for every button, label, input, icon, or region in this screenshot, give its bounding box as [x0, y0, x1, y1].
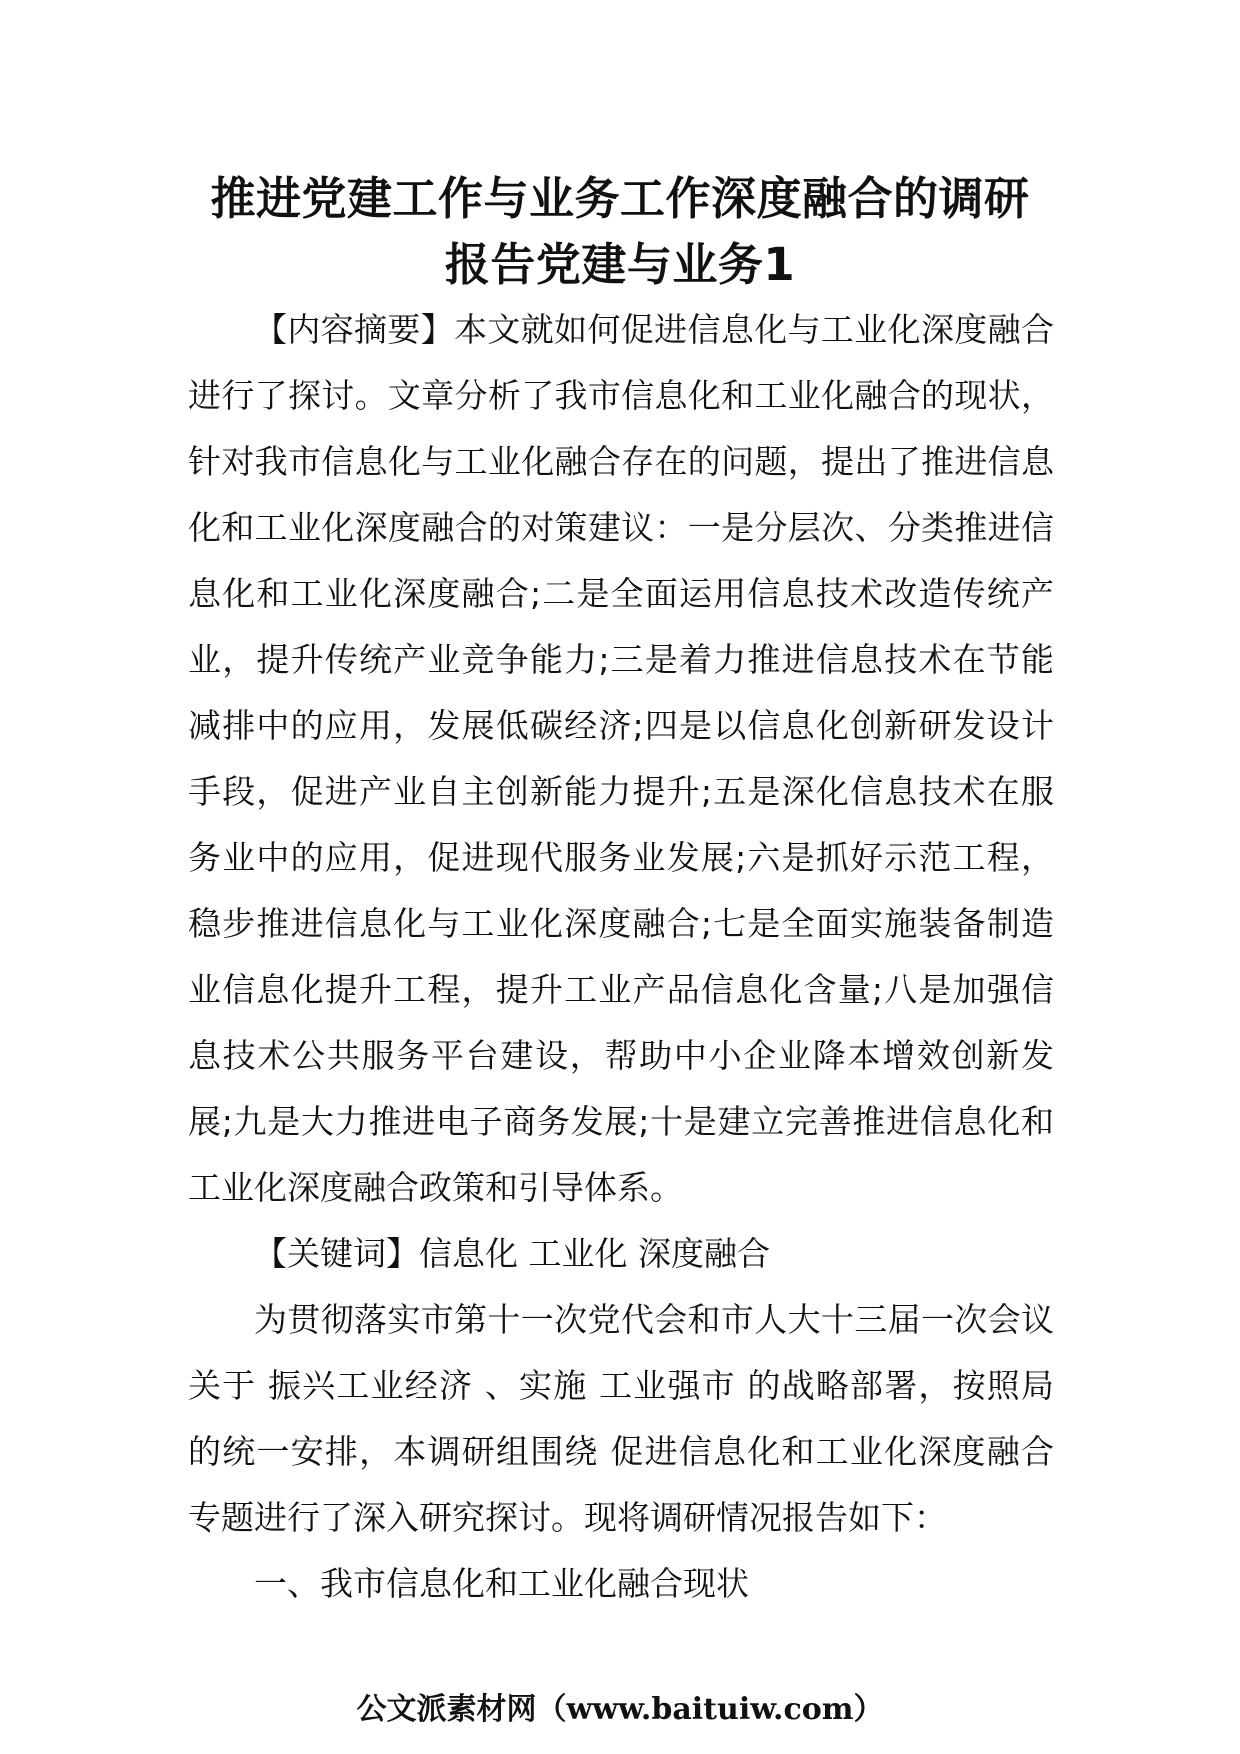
title-line-1: 推进党建工作与业务工作深度融合的调研: [210, 172, 1030, 225]
title-line-2: 报告党建与业务1: [444, 238, 796, 291]
document-body: [188, 297, 1054, 1617]
footer-watermark: 公文派素材网（www.baituiw.com）: [356, 1692, 884, 1727]
intro-paragraph: 为贯彻落实市第十一次党代会和市人大十三届一次会议关于 振兴工业经济 、实施 工业强市 的战略部署，按照局的统一安排，本调研组围绕 促进信息化和工业化深度融合 专题进行了深入研究探讨。现将调研情况报告如下：: [188, 1300, 1054, 1537]
document-title: [150, 166, 1090, 298]
abstract-paragraph: 【内容摘要】本文就如何促进信息化与工业化深度融合进行了探讨。文章分析了我市信息化和工业化融合的现状，针对我市信息化与工业化融合存在的问题，提出了推进信息化和工业化深度融合的对策建议：一是分层次、分类推进信息化和工业化深度融合;二是全面运用信息技术改造传统产业，提升传统产业竞争能力;三是着力推进信息技术在节能减排中的应用，发展低碳经济;四是以信息化创新研发设计手段，促进产业自主创新能力提升;五是深化信息技术在服务业中的应用，促进现代服务业发展;六是抓好示范工程，稳步推进信息化与工业化深度融合;七是全面实施装备制造业信息化提升工程，提升工业产品信息化含量;八是加强信息技术公共服务平台建设，帮助中小企业降本增效创新发展;九是大力推进电子商务发展;十是建立完善推进信息化和工业化深度融合政策和引导体系。: [188, 310, 1054, 1207]
keywords-paragraph: 【关键词】信息化 工业化 深度融合: [254, 1234, 770, 1273]
section-heading: 一、我市信息化和工业化融合现状: [254, 1564, 749, 1603]
